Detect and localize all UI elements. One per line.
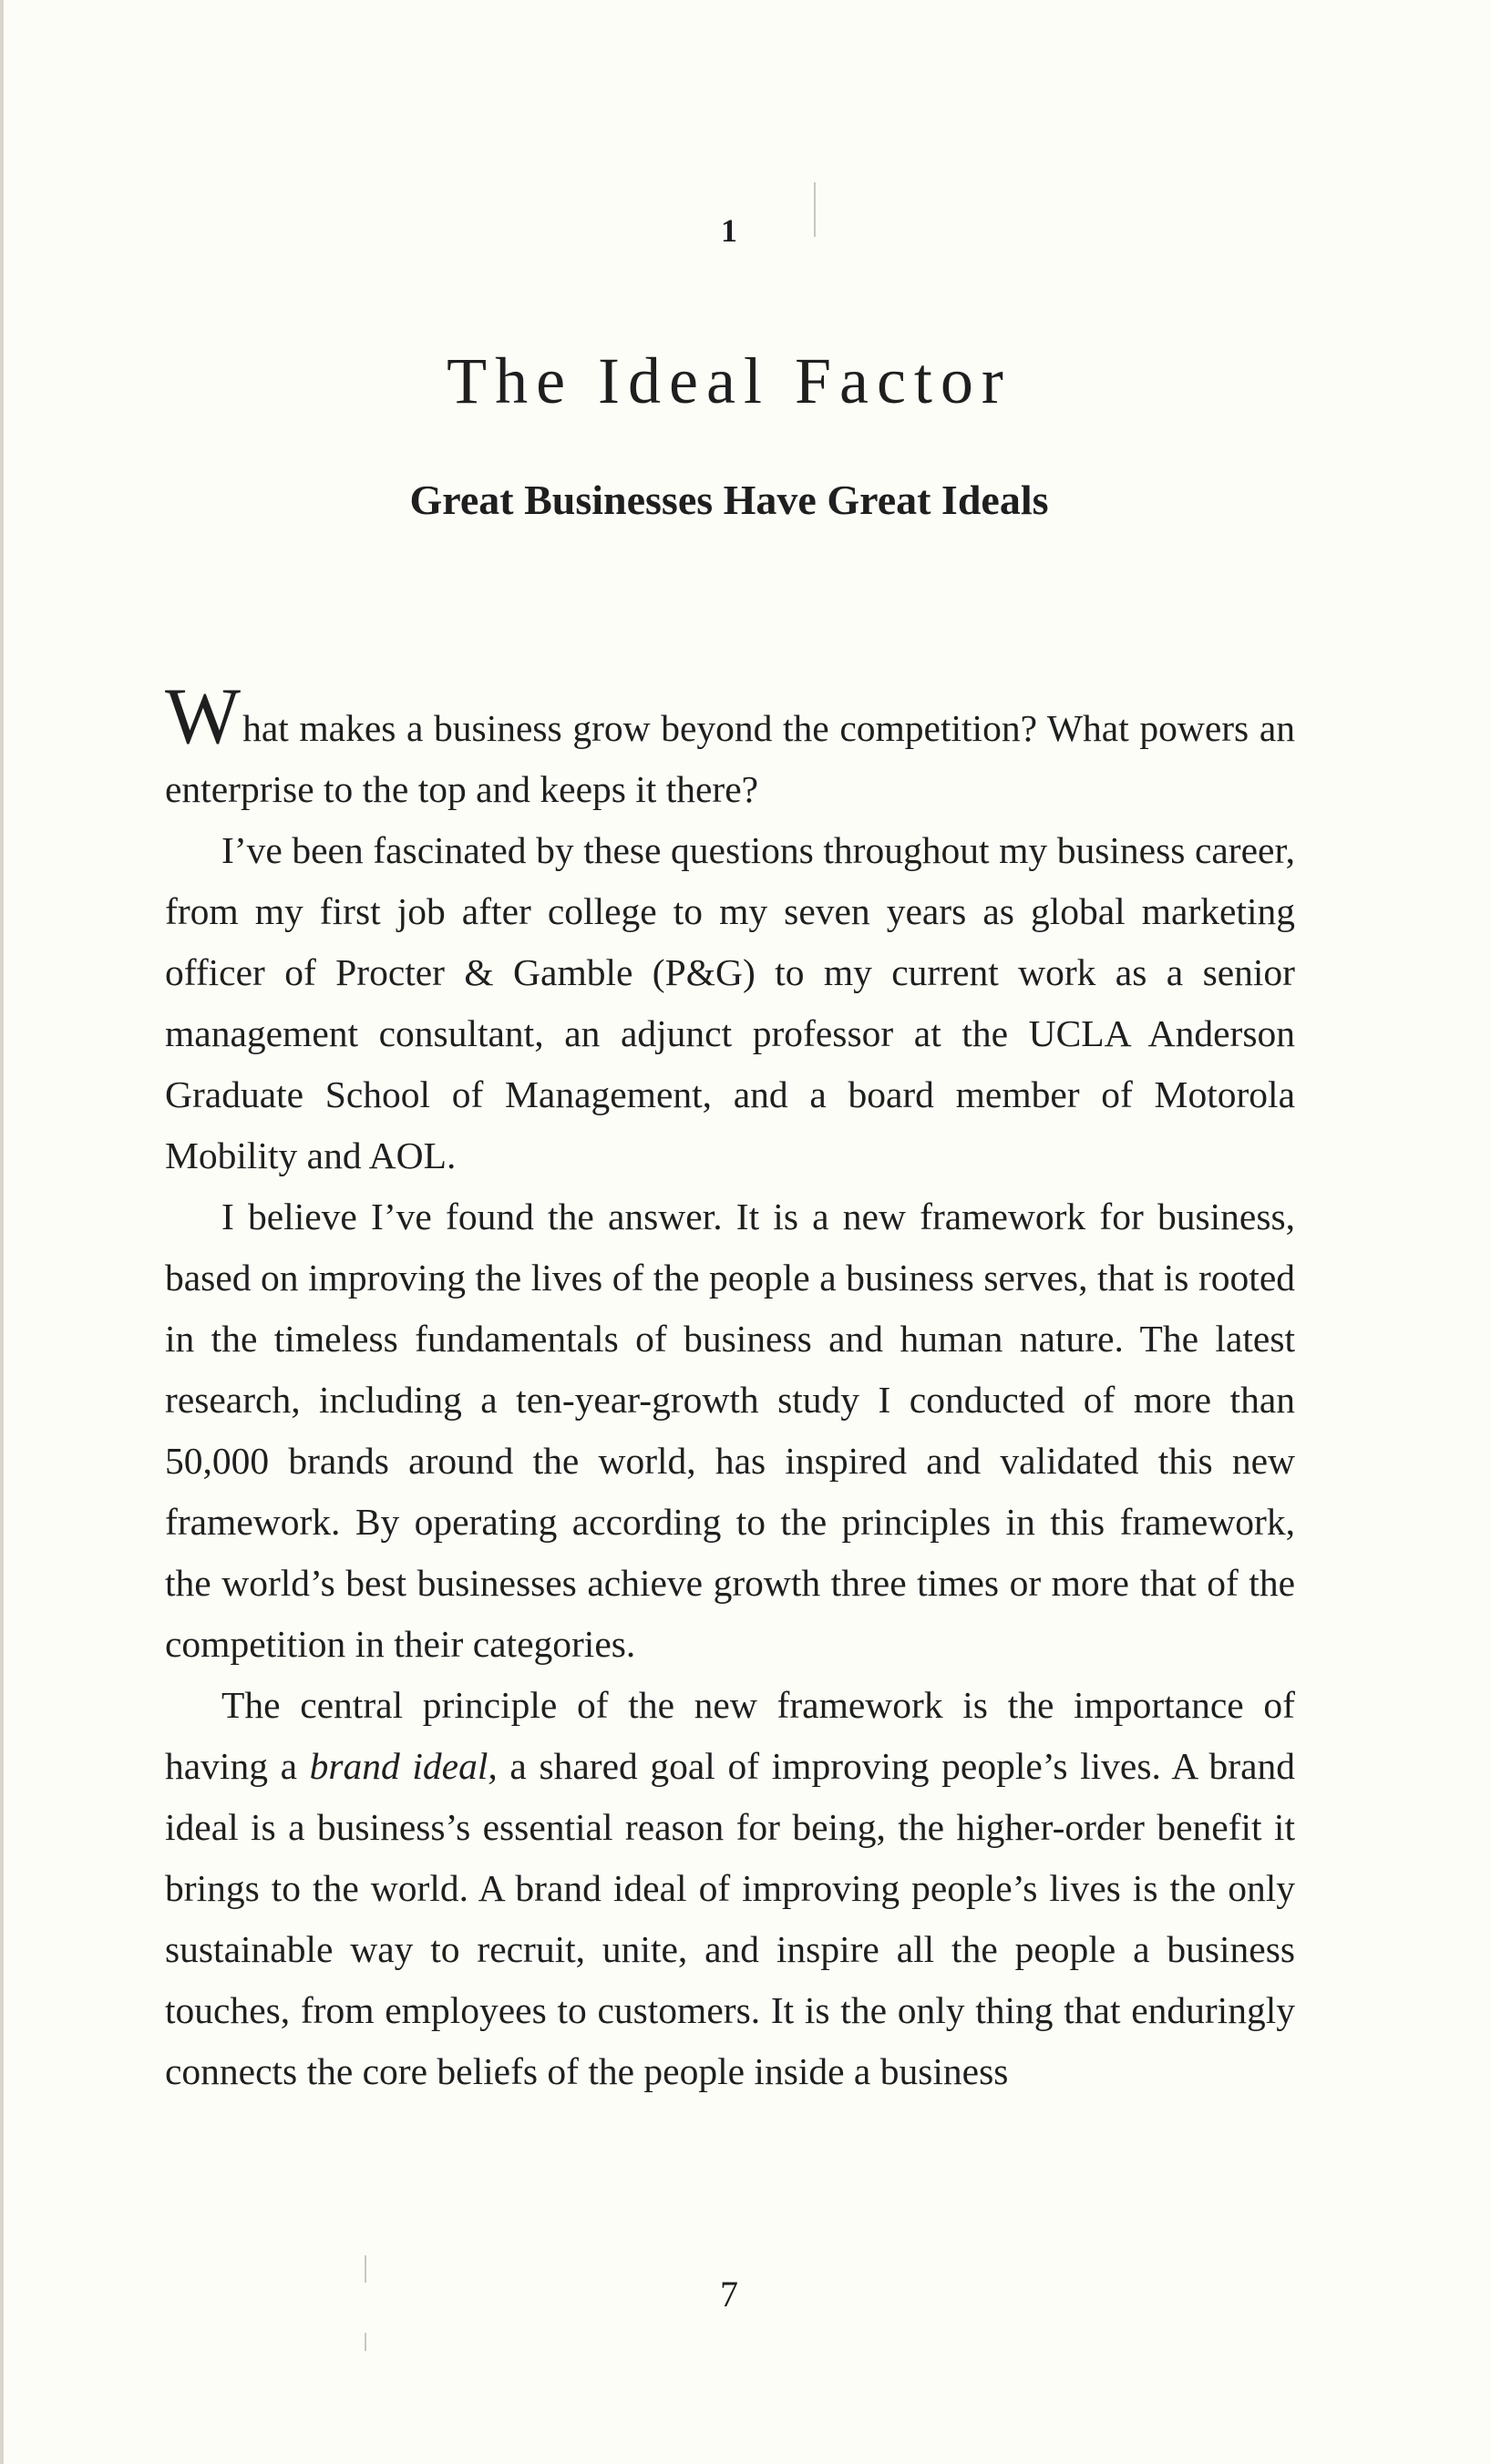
scan-speck — [365, 2333, 366, 2351]
paragraph-3: I believe I’ve found the answer. It is a new framework for business, based on improving the lives of the people a business serves, that is rooted in the timeless fundamentals of business and human nature. The latest research, including a ten-year-growth study I conducted of more than 50,000 brands around the world, has inspired and validated this new framework. By operating according to the principles in this framework, the world’s best businesses achieve growth three times or more that of the competition in their categories. — [165, 1196, 1295, 1665]
chapter-title: The Ideal Factor — [447, 344, 1012, 417]
scan-speck — [365, 2255, 366, 2283]
drop-cap: W — [165, 672, 242, 761]
chapter-number: 1 — [721, 212, 737, 249]
paragraph-2: I’ve been fascinated by these questions throughout my business career, from my first job after college to my seven years as global marketing officer of Procter & Gamble (P&G) to my current work as a senior management consultant, an adjunct professor at the UCLA Anderson Graduate School of Management, and a board member of Motorola Mobility and AOL. — [165, 829, 1295, 1176]
brand-ideal-term: brand ideal, — [309, 1745, 498, 1787]
paragraph-1 — [165, 672, 1295, 820]
body-text — [165, 672, 1295, 2102]
paragraph-4 — [165, 1675, 1295, 2102]
paragraph-4-text-end: a shared goal of improving people’s lives. A brand ideal is a business’s essential reason for being, the higher-order benefit it brings to the world. A brand ideal of improving people’s lives is the only sustainable way to recruit, unite, and inspire all the people a business touches, from employees to customers. It is the only thing that enduringly connects the core beliefs of the people inside a business — [165, 1745, 1295, 2092]
page-number: 7 — [720, 2274, 738, 2315]
paragraph-1-text: hat makes a business grow beyond the competition? What powers an enterprise to the top and keeps it there? — [165, 707, 1295, 810]
scan-speck — [814, 182, 816, 237]
chapter-subtitle: Great Businesses Have Great Ideals — [409, 477, 1049, 523]
paragraph-4-text-start: The central principle of the new framework is the importance of having a — [165, 1684, 1295, 1787]
